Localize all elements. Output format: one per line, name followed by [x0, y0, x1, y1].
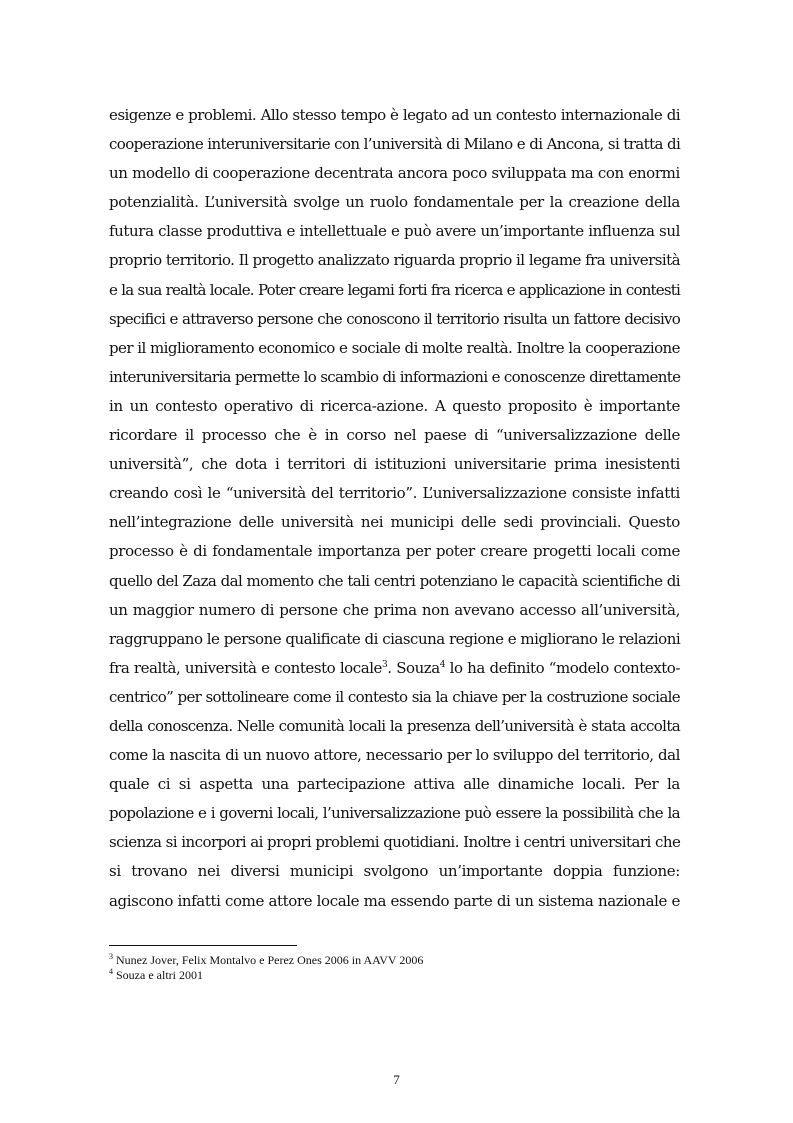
footnote-divider [109, 945, 297, 946]
text-segment: lo ha definito “modelo contexto- [445, 658, 680, 677]
text-line: quale ci si aspetta una partecipazione attiva alle dinamiche locali. Per la [109, 775, 680, 794]
text-line: scienza si incorpori ai propri problemi quotidiani. Inoltre i centri universitari che [109, 833, 681, 852]
text-line: esigenze e problemi. Allo stesso tempo è legato ad un contesto internazionale di [109, 106, 680, 124]
text-line: per il miglioramento economico e sociale di molte realtà. Inoltre la cooperazione [109, 338, 680, 357]
text-line: e la sua realtà locale. Poter creare legami forti fra ricerca e applicazione in contesti [109, 280, 680, 299]
text-segment: fra realtà, università e contesto locale [109, 658, 382, 677]
text-line-with-refs [109, 654, 680, 683]
text-line: un maggior numero di persone che prima non avevano accesso all’università, [109, 600, 680, 619]
text-line: interuniversitaria permette lo scambio di informazioni e conoscenze direttamente [109, 367, 681, 386]
text-segment: . Souza [387, 658, 440, 677]
text-line: centrico” per sottolineare come il contesto sia la chiave per la costruzione sociale [109, 687, 680, 706]
footnotes [109, 953, 680, 983]
text-line: raggruppano le persone qualificate di ciascuna regione e migliorano le relazioni [109, 629, 681, 648]
text-line: processo è di fondamentale importanza per poter creare progetti locali come [109, 542, 680, 561]
footnote-number: 4 [109, 967, 113, 976]
text-line: come la nascita di un nuovo attore, necessario per lo sviluppo del territorio, dal [109, 746, 680, 765]
footnote-ref-3[interactable]: 3 [382, 659, 388, 670]
page-number: 7 [393, 1072, 400, 1087]
footnote-number: 3 [109, 952, 113, 961]
text-line: della conoscenza. Nelle comunità locali la presenza dell’università è stata accolta [109, 716, 680, 735]
text-line: popolazione e i governi locali, l’universalizzazione può essere la possibilità che la [109, 804, 680, 823]
footnote-3 [109, 953, 680, 968]
footnote-text: Souza e altri 2001 [113, 968, 203, 982]
text-line: specifici e attraverso persone che conoscono il territorio risulta un fattore decisivo [109, 309, 680, 328]
text-line: proprio territorio. Il progetto analizzato riguarda proprio il legame fra università [109, 251, 680, 270]
text-line: ricordare il processo che è in corso nel paese di “universalizzazione delle [109, 426, 680, 445]
footnote-4 [109, 968, 680, 983]
text-line: creando così le “università del territorio”. L’universalizzazione consiste infatti [109, 484, 680, 503]
text-line: università”, che dota i territori di istituzioni universitarie prima inesistenti [109, 455, 680, 474]
body-text [109, 101, 680, 916]
footnote-text: Nunez Jover, Felix Montalvo e Perez Ones 2006 in AAVV 2006 [113, 953, 424, 967]
text-line: nell’integrazione delle università nei municipi delle sedi provinciali. Questo [109, 513, 680, 532]
text-line: agiscono infatti come attore locale ma essendo parte di un sistema nazionale e [109, 891, 680, 910]
text-line: quello del Zaza dal momento che tali centri potenziano le capacità scientifiche di [109, 571, 680, 590]
text-line: cooperazione interuniversitarie con l’università di Milano e di Ancona, si tratta di [109, 135, 681, 154]
text-line: si trovano nei diversi municipi svolgono un’importante doppia funzione: [109, 862, 680, 881]
text-line: potenzialità. L’università svolge un ruolo fondamentale per la creazione della [109, 193, 680, 212]
text-line: un modello di cooperazione decentrata ancora poco sviluppata ma con enormi [109, 164, 680, 183]
footnote-ref-4[interactable]: 4 [439, 659, 446, 670]
text-line: in un contesto operativo di ricerca-azione. A questo proposito è importante [109, 396, 680, 415]
text-line: futura classe produttiva e intellettuale e può avere un’importante influenza sul [109, 222, 680, 241]
